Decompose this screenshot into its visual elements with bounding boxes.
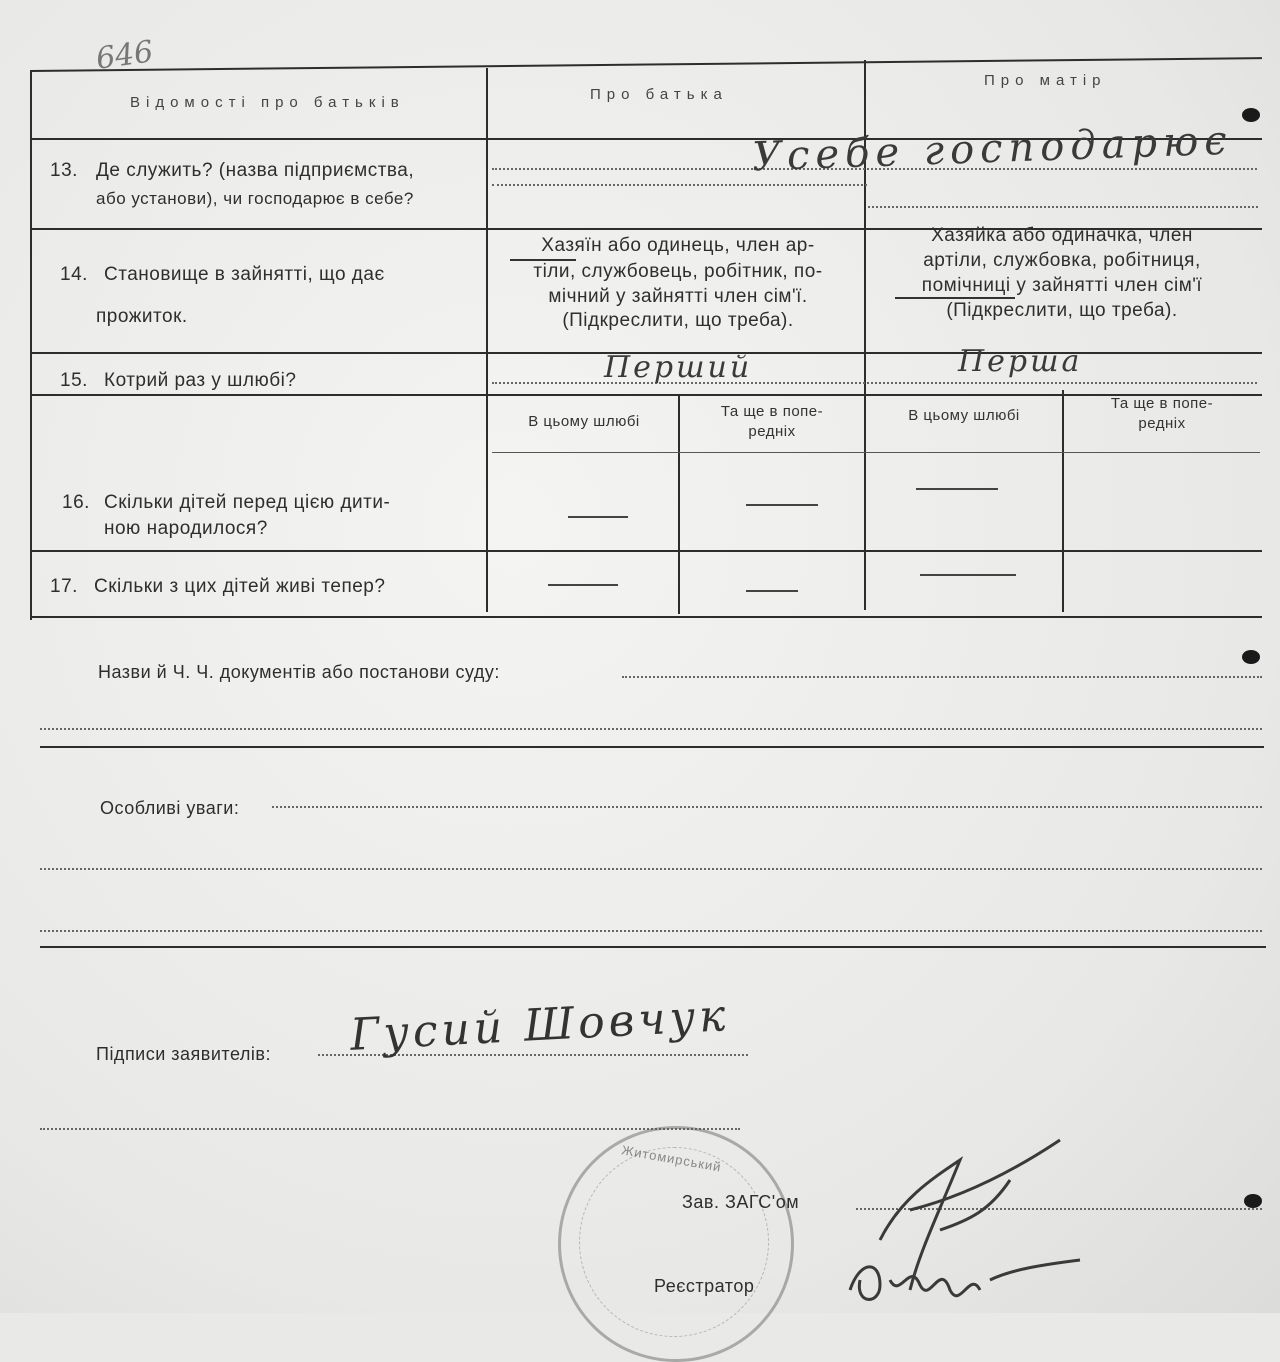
row16-bottom-border [32, 550, 1262, 552]
table-left-border [30, 72, 32, 620]
row16-mother-previous: Та ще в попе- редніх [1110, 395, 1214, 432]
binder-hole-2 [1242, 650, 1260, 664]
row16-label-line1: Скільки дітей перед цією дити- [104, 492, 391, 513]
remarks-dotline-1 [272, 806, 1262, 808]
row14-mother-option-1: Хазяйка або одиначка, член [931, 225, 1193, 246]
official-stamp [558, 1126, 794, 1362]
row15-number: 15. [60, 370, 88, 391]
documents-label: Назви й Ч. Ч. документів або постанови суду: [98, 662, 500, 682]
row13-number: 13. [50, 160, 78, 181]
stamp-inner-ring [579, 1147, 769, 1337]
row16-label-line2: ною народилося? [104, 518, 268, 539]
row17-label: Скільки з цих дітей живі тепер? [94, 576, 386, 597]
remarks-dotline-3 [40, 930, 1262, 932]
row16-mother-this-marriage: В цьому шлюбі [908, 407, 1020, 424]
row13-handwritten-answer: Усебе господарює [751, 117, 1234, 181]
row13-dotline-3 [868, 206, 1258, 208]
stamp-text: Житомирський [620, 1142, 723, 1175]
signatures-label: Підписи заявителів: [96, 1044, 271, 1064]
binder-hole-3 [1244, 1194, 1262, 1208]
documents-dotline-1 [622, 676, 1262, 678]
table-col-divider-1 [486, 68, 488, 612]
row14-mother-option-4: (Підкреслити, що треба). [946, 300, 1178, 321]
row15-label: Котрий раз у шлюбі? [104, 370, 297, 391]
row17-father-prev-dash [746, 590, 798, 592]
row14-mother-option-2: артіли, службовка, робітниця, [923, 250, 1201, 271]
row14-father-option-3: мічний у зайнятті член сім'ї. [548, 286, 808, 307]
row14-underline-mother [895, 297, 1015, 299]
row16-father-this-dash [568, 516, 628, 518]
signatures-dotline-2 [40, 1128, 740, 1130]
row17-number: 17. [50, 576, 78, 597]
row14-number: 14. [60, 264, 88, 285]
table-bottom-border [32, 616, 1262, 618]
registrar-label: Реєстратор [654, 1276, 755, 1296]
documents-separator [40, 746, 1264, 748]
remarks-separator [40, 946, 1266, 948]
registrar-signature [840, 1240, 1100, 1313]
remarks-dotline-2 [40, 868, 1262, 870]
sub-col-mother [1062, 390, 1064, 612]
row14-father-option-1: Хазяїн або одинець, член ар- [541, 235, 815, 256]
binder-hole-1 [1242, 108, 1260, 122]
remarks-label: Особливі уваги: [100, 798, 240, 818]
row14-label-line1: Становище в зайнятті, що дає [104, 264, 385, 285]
row14-father-option-2: тіли, службовець, робітник, по- [533, 261, 823, 282]
row14-father-option-4: (Підкреслити, що треба). [562, 310, 794, 331]
row14-underline-father [510, 259, 576, 261]
row15-father-answer: Перший [604, 350, 753, 385]
row14-label-line2: прожиток. [96, 306, 188, 327]
row13-label-line2: або установи), чи господарює в себе? [96, 189, 414, 208]
row17-father-this-dash [548, 584, 618, 586]
row16-mother-this-dash [916, 488, 998, 490]
row13-dotline-2 [492, 184, 867, 186]
row15-mother-answer: Перша [958, 344, 1083, 379]
page-number-note: 646 [93, 34, 156, 77]
row13-label-line1: Де служить? (назва підприємства, [96, 160, 415, 181]
header-father: Про батька [590, 86, 728, 103]
header-col-label: Відомості про батьків [130, 94, 405, 111]
sub-header-line [492, 452, 1260, 453]
table-top-border [30, 57, 1262, 72]
sub-col-father [678, 394, 680, 614]
row16-father-this-marriage: В цьому шлюбі [528, 413, 640, 430]
row16-number: 16. [62, 492, 90, 513]
header-mother: Про матір [984, 72, 1107, 89]
zags-head-label: Зав. ЗАГС'ом [682, 1192, 800, 1212]
applicant-signature: Гусий Шовчук [348, 990, 731, 1061]
row16-father-prev-dash [746, 504, 818, 506]
documents-dotline-2 [40, 728, 1262, 730]
row16-father-previous: Та ще в попе- редніх [720, 403, 824, 440]
row14-mother-option-3: помічниці у зайнятті член сім'ї [921, 275, 1203, 296]
row17-mother-this-dash [920, 574, 1016, 576]
